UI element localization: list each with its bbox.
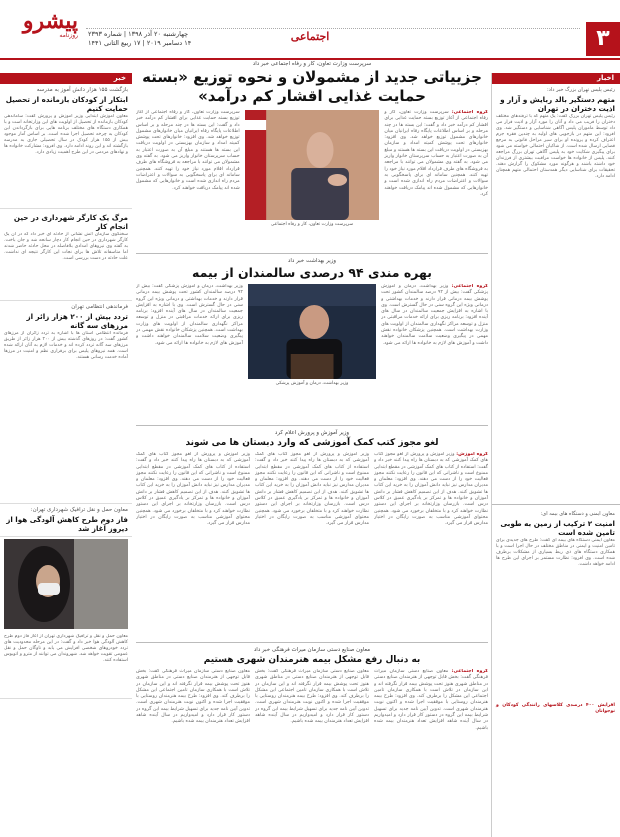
story-body-continued: معاون صنایع دستی سازمان میراث فرهنگی گفت: بخش قابل توجهی از هنرمندان صنایع دستی در مناطق شهری هنوز تحت پوشش بیمه قرار نگرفته اند و این سازمان در تلاش است با همکاری سازمان تامین اجتماعی این مشکل را برطرف کند. وی افزود: طرح بیمه هنرمندان روستایی با موفقیت اجرا شده و اکنون نوبت هنرمندان شهری است. تدوین آیین نامه جدید برای تسهیل شرایط بیمه این گروه در دستور کار قرار دارد و امیدواریم در سال آینده شاهد افزایش تعداد هنرمندان بیمه شده باشیم. xyxy=(136,669,250,725)
item-kicker: بازگشت ۱۵۵ هزار دانش آموز به مدرسه xyxy=(36,87,128,93)
minister-illustration xyxy=(248,284,376,379)
list-item xyxy=(492,700,620,717)
photo-caption: سرپرست وزارت تعاون، کار و رفاه اجتماعی xyxy=(270,222,354,227)
divider xyxy=(492,504,620,505)
story-text-col xyxy=(136,669,250,829)
list-item xyxy=(0,504,132,537)
main-content xyxy=(136,60,488,837)
section-title: اجتماعی xyxy=(290,30,330,43)
story-body-continued: وزیر بهداشت، درمان و آموزش پزشکی گفت: بیش از ۹۴ درصد سالمندان کشور تحت پوشش بیمه درمانی قرار دارند و خدمات بهداشتی و درمانی ویژه این گروه سنی در حال گسترش است. وی با اشاره به افزایش جمعیت سالمندان در سال های آینده افزود: برنامه ریزی برای ارائه خدمات مراقبتی در منزل و توسعه مراکز نگهداری سالمندان از اولویت های وزارت بهداشت است. همچنین پزشکان خانواده نقش مهمی در پیگیری وضعیت سلامت سالمندان خواهند داشت و آموزش های لازم به خانواده ها ارائه می شود. xyxy=(136,284,243,346)
newspaper-logo xyxy=(8,10,78,50)
story-body-text: سرپرست وزارت تعاون، کار و رفاه اجتماعی از آغاز توزیع بسته حمایت غذایی برای اقشار کم درآمد خبر داد و گفت: این بسته ها در چند مرحله و بر اساس اطلاعات پایگاه رفاه ایرانیان میان خانوارهای مشمول توزیع خواهد شد. وی افزود: خانوارهای تحت پوشش کمیته امداد و سازمان بهزیستی در اولویت دریافت این بسته ها هستند و مبلغ آن به صورت اعتبار به حساب سرپرستان خانوار واریز می شود. به گفته وی مشمولان می توانند با مراجعه به فروشگاه های طرف قرارداد اقلام مورد نیاز خود را تهیه کنند. همچنین سامانه ای برای پاسخگویی به سوالات و اعتراضات مردم راه اندازی شده است و خانوارهایی که مشمول شده اند پیامک دریافت خواهند کرد. xyxy=(384,110,488,197)
logo-text: پیشرو xyxy=(22,8,78,34)
news-column-right xyxy=(491,73,620,837)
story-text-col xyxy=(255,669,369,829)
story-elderly-insurance xyxy=(136,257,488,422)
story-body-continued: وزیر آموزش و پرورش از لغو مجوز کتاب های کمک آموزشی که به دبستان ها راه پیدا کنند خبر داد و گفت: استفاده از کتاب های کمک آموزشی در مقطع ابتدایی ممنوع است و ناشرانی که این قانون را رعایت نکنند مجوز فعالیت خود را از دست می دهند. وی افزود: معلمان و مدیران مدارس نیز نباید دانش آموزان را به خرید این کتاب ها تشویق کنند. هدف از این تصمیم کاهش فشار بر دانش آموزان و خانواده ها و تمرکز بر یادگیری عمیق در کلاس درس است. بازرسان وزارتخانه بر اجرای این دستور نظارت خواهند کرد و با متخلفان برخورد می شود. همچنین محتوای آموزشی مناسب به صورت رایگان در اختیار مدارس قرار می گیرد. xyxy=(136,452,250,527)
divider xyxy=(136,253,488,254)
story-text-col xyxy=(136,110,240,240)
date-block xyxy=(88,30,288,48)
story-body xyxy=(381,284,488,409)
lead-label: گروه آموزش: xyxy=(456,452,488,457)
right-column-tag: اخبار xyxy=(492,73,620,84)
story-kicker: وزیر بهداشت خبر داد xyxy=(287,258,337,264)
story-text-col xyxy=(255,452,369,637)
list-item xyxy=(492,508,620,700)
story-body xyxy=(384,110,488,240)
story-text-col xyxy=(374,452,488,637)
date-line-1: چهارشنبه ۲۰ آذر ۱۳۹۸ | شماره ۲۳۹۳ xyxy=(88,30,189,38)
page-number: ۳ xyxy=(586,22,620,56)
story-body-continued: سرپرست وزارت تعاون، کار و رفاه اجتماعی از آغاز توزیع بسته حمایت غذایی برای اقشار کم درآمد خبر داد و گفت: این بسته ها در چند مرحله و بر اساس اطلاعات پایگاه رفاه ایرانیان میان خانوارهای مشمول توزیع خواهد شد. وی افزود: خانوارهای تحت پوشش کمیته امداد و سازمان بهزیستی در اولویت دریافت این بسته ها هستند و مبلغ آن به صورت اعتبار به حساب سرپرستان خانوار واریز می شود. به گفته وی مشمولان می توانند با مراجعه به فروشگاه های طرف قرارداد اقلام مورد نیاز خود را تهیه کنند. همچنین سامانه ای برای پاسخگویی به سوالات و اعتراضات مردم راه اندازی شده است و خانوارهایی که مشمول شده اند پیامک دریافت خواهند کرد. xyxy=(136,110,240,191)
lead-label: گروه اجتماعی: xyxy=(451,110,488,115)
story-columns xyxy=(136,669,488,829)
story-body-text: وزیر آموزش و پرورش از لغو مجوز کتاب های کمک آموزشی که به دبستان ها راه پیدا کنند خبر داد و گفت: استفاده از کتاب های کمک آموزشی در مقطع ابتدایی ممنوع است و ناشرانی که این قانون را رعایت نکنند مجوز فعالیت خود را از دست می دهند. وی افزود: معلمان و مدیران مدارس نیز نباید دانش آموزان را به خرید این کتاب ها تشویق کنند. هدف از این تصمیم کاهش فشار بر دانش آموزان و خانواده ها و تمرکز بر یادگیری عمیق در کلاس درس است. بازرسان وزارتخانه بر اجرای این دستور نظارت خواهند کرد و با متخلفان برخورد می شود. همچنین محتوای آموزشی مناسب به صورت رایگان در اختیار مدارس قرار می گیرد. xyxy=(374,452,488,527)
lead-label: گروه اجتماعی: xyxy=(451,284,488,289)
story-artisans-insurance xyxy=(136,646,488,831)
story-headline: به دنبال رفع مشکل بیمه هنرمندان شهری هستیم xyxy=(203,655,421,665)
list-item xyxy=(0,301,132,504)
lead-label: گروه اجتماعی: xyxy=(451,669,488,674)
highlight-line: افزایش ۴۰۰ درصدی کلاسهای رانندگی کودکان و نوجوانان xyxy=(496,703,615,714)
list-item xyxy=(0,631,132,699)
story-headline: بهره مندی ۹۴ درصدی سالمندان از بیمه xyxy=(192,265,432,280)
item-headline: تردد بیش از ۲۰۰ هزار زائر از مرزهای سه گانه xyxy=(26,312,128,330)
story-kicker: وزیر آموزش و پرورش اعلام کرد xyxy=(274,430,350,436)
story-kicker: معاون صنایع دستی سازمان میراث فرهنگی خبر داد xyxy=(253,647,371,653)
item-body: معاون آموزش ابتدایی وزیر آموزش و پرورش گفت: ساماندهی کودکان بازمانده از تحصیل از اولویت های این وزارتخانه است و با همکاری دستگاه های مختلف برنامه هایی برای بازگرداندن این کودکان به چرخه تحصیل اجرا شده است. بر اساس آمار موجود بیش از ۱۵۵ هزار کودک در سال تحصیلی جاری به مدرسه بازگشته اند و این روند ادامه دارد. وی افزود: مشارکت خانواده ها و نهادهای مردمی در این طرح اهمیت زیادی دارد. xyxy=(4,114,128,155)
item-body: معاون حمل و نقل و ترافیک شهرداری تهران از آغاز فاز دوم طرح کاهش آلودگی هوا خبر داد و گفت: در این مرحله محدودیت های تردد خودروهای شخصی افزایش می یابد و ناوگان حمل و نقل عمومی تقویت خواهد شد. شهروندان می توانند از مترو و اتوبوس استفاده کنند. xyxy=(4,634,128,663)
air-pollution-photo xyxy=(4,539,128,629)
item-body: سخنگوی سازمان آتش نشانی از حادثه ای خبر داد که در آن یک کارگر شهرداری در حین انجام کار دچار سانحه شد و جان باخت. به گفته وی نیروهای امدادی بلافاصله در محل حادثه حاضر شدند اما متاسفانه تلاش ها برای نجات این کارگر نتیجه ای نداشت. علت حادثه در دست بررسی است. xyxy=(4,232,128,261)
story-headline: جزییاتی جدید از مشمولان و نحوه توزیع «بسته حمایت غذایی اقشار کم درآمد» xyxy=(142,68,482,105)
list-item xyxy=(0,84,132,209)
left-column-tag: خبر xyxy=(0,73,132,84)
story-kicker: سرپرست وزارت تعاون، کار و رفاه اجتماعی خبر داد xyxy=(252,61,372,67)
item-body: فرمانده انتظامی استان ها با اشاره به تردد زائران از مرزهای کشور گفت: در روزهای گذشته بیش از ۲۰۰ هزار زائر از طریق مرزهای سه گانه تردد کرده اند و خدمات لازم به آنان ارائه شده است. همه نیروهای پلیس برای برقراری نظم و امنیت در مرزها آماده خدمت رسانی هستند. xyxy=(4,331,128,360)
story-textbooks xyxy=(136,429,488,639)
woman-mask-illustration xyxy=(4,539,128,629)
story-photo-col xyxy=(245,110,380,240)
item-headline: ابتکار از کودکان بازمانده از تحصیل حمایت کنیم xyxy=(5,95,128,113)
speaker-illustration xyxy=(245,110,380,220)
item-kicker: معاون ایمنی و دستگاه های بیمه ای: xyxy=(540,511,615,517)
story-columns xyxy=(136,284,488,409)
date-line-2: ۱۴ دسامبر ۲۰۱۹ | ۱۷ ربیع الثانی ۱۴۴۱ xyxy=(88,39,192,47)
list-item xyxy=(0,209,132,301)
photo-caption: وزیر بهداشت، درمان و آموزش پزشکی xyxy=(275,381,349,386)
item-kicker: فرماندهی انتظامی تهران xyxy=(71,304,128,310)
story-text-col xyxy=(384,110,488,240)
health-minister-photo xyxy=(248,284,376,379)
item-headline: فاز دوم طرح کاهش آلودگی هوا از دیروز آغاز شد xyxy=(6,515,128,533)
story-text-col xyxy=(381,284,488,409)
item-body: رئیس پلیس تهران بزرگ گفت: یک متهم که با ترفندهای مختلف دختران را فریب می داد و آنان را مورد آزار و اذیت قرار می داد توسط ماموران پلیس آگاهی شناسایی و دستگیر شد. وی افزود: این متهم در بازجویی های اولیه به چندین فقره جرم اعتراف کرده و پرونده او برای سیر مراحل قانونی به مرجع قضایی ارسال شده است. از شاکیان احتمالی خواسته می شود برای پیگیری شکایت خود به پلیس آگاهی تهران بزرگ مراجعه کنند. پلیس از خانواده ها خواست مراقبت بیشتری از فرزندان خود داشته باشند و هرگونه مورد مشکوک را گزارش دهند. تحقیقات برای شناسایی دیگر همدستان احتمالی متهم همچنان ادامه دارد. xyxy=(496,114,615,179)
story-columns xyxy=(136,110,488,240)
story-body-continued: معاون صنایع دستی سازمان میراث فرهنگی گفت: بخش قابل توجهی از هنرمندان صنایع دستی در مناطق شهری هنوز تحت پوشش بیمه قرار نگرفته اند و این سازمان در تلاش است با همکاری سازمان تامین اجتماعی این مشکل را برطرف کند. وی افزود: طرح بیمه هنرمندان روستایی با موفقیت اجرا شده و اکنون نوبت هنرمندان شهری است. تدوین آیین نامه جدید برای تسهیل شرایط بیمه این گروه در دستور کار قرار دارد و امیدواریم در سال آینده شاهد افزایش تعداد هنرمندان بیمه شده باشیم. xyxy=(255,669,369,725)
story-headline: لغو مجوز کتب کمک آموزشی که وارد دبستان ها می شوند xyxy=(185,438,439,448)
item-headline: امنیت ۲ ترکیب از زمین به طوبی تامین شده است xyxy=(500,519,615,537)
minister-photo xyxy=(245,110,380,220)
story-body xyxy=(374,669,488,829)
item-body: معاون ایمنی دستگاه های بیمه ای گفت: طرح های جدیدی برای تامین امنیت و ایمنی در مناطق مختلف در حال اجرا است و با همکاری دستگاه های ذی ربط بسیاری از مشکلات برطرف شده است. وی افزود: نظارت مستمر بر اجرای این طرح ها ادامه خواهد داشت. xyxy=(496,538,615,567)
story-photo-col xyxy=(248,284,376,409)
story-body-continued: وزیر آموزش و پرورش از لغو مجوز کتاب های کمک آموزشی که به دبستان ها راه پیدا کنند خبر داد و گفت: استفاده از کتاب های کمک آموزشی در مقطع ابتدایی ممنوع است و ناشرانی که این قانون را رعایت نکنند مجوز فعالیت خود را از دست می دهند. وی افزود: معلمان و مدیران مدارس نیز نباید دانش آموزان را به خرید این کتاب ها تشویق کنند. هدف از این تصمیم کاهش فشار بر دانش آموزان و خانواده ها و تمرکز بر یادگیری عمیق در کلاس درس است. بازرسان وزارتخانه بر اجرای این دستور نظارت خواهند کرد و با متخلفان برخورد می شود. همچنین محتوای آموزشی مناسب به صورت رایگان در اختیار مدارس قرار می گیرد. xyxy=(255,452,369,527)
story-body-text: معاون صنایع دستی سازمان میراث فرهنگی گفت: بخش قابل توجهی از هنرمندان صنایع دستی در مناطق شهری هنوز تحت پوشش بیمه قرار نگرفته اند و این سازمان در تلاش است با همکاری سازمان تامین اجتماعی این مشکل را برطرف کند. وی افزود: طرح بیمه هنرمندان روستایی با موفقیت اجرا شده و اکنون نوبت هنرمندان شهری است. تدوین آیین نامه جدید برای تسهیل شرایط بیمه این گروه در دستور کار قرار دارد و امیدواریم در سال آینده شاهد افزایش تعداد هنرمندان بیمه شده باشیم. xyxy=(374,669,488,731)
item-kicker: معاون حمل و نقل ترافیک شهرداری تهران: xyxy=(30,507,128,513)
item-headline: مرگ یک کارگر شهرداری در حین انجام کار xyxy=(13,213,128,231)
story-text-col xyxy=(136,452,250,637)
lead-story xyxy=(136,60,488,250)
divider xyxy=(136,425,488,426)
item-kicker: رئیس پلیس تهران بزرگ خبر داد: xyxy=(546,87,615,93)
news-column-left xyxy=(0,73,132,837)
header-rule xyxy=(86,28,580,29)
divider xyxy=(136,642,488,643)
story-body-text: وزیر بهداشت، درمان و آموزش پزشکی گفت: بیش از ۹۴ درصد سالمندان کشور تحت پوشش بیمه درمانی قرار دارند و خدمات بهداشتی و درمانی ویژه این گروه سنی در حال گسترش است. وی با اشاره به افزایش جمعیت سالمندان در سال های آینده افزود: برنامه ریزی برای ارائه خدمات مراقبتی در منزل و توسعه مراکز نگهداری سالمندان از اولویت های وزارت بهداشت است. همچنین پزشکان خانواده نقش مهمی در پیگیری وضعیت سلامت سالمندان خواهند داشت و آموزش های لازم به خانواده ها ارائه می شود. xyxy=(381,284,488,346)
page-header xyxy=(0,0,620,60)
logo-subtitle: روزنامه xyxy=(59,32,78,39)
item-headline: متهم دستگیر بالد ربایش و آزار و اذیت دختران در تهران xyxy=(500,95,615,113)
story-columns xyxy=(136,452,488,637)
list-item xyxy=(492,84,620,501)
story-text-col xyxy=(136,284,243,409)
story-text-col xyxy=(374,669,488,829)
story-body xyxy=(374,452,488,637)
